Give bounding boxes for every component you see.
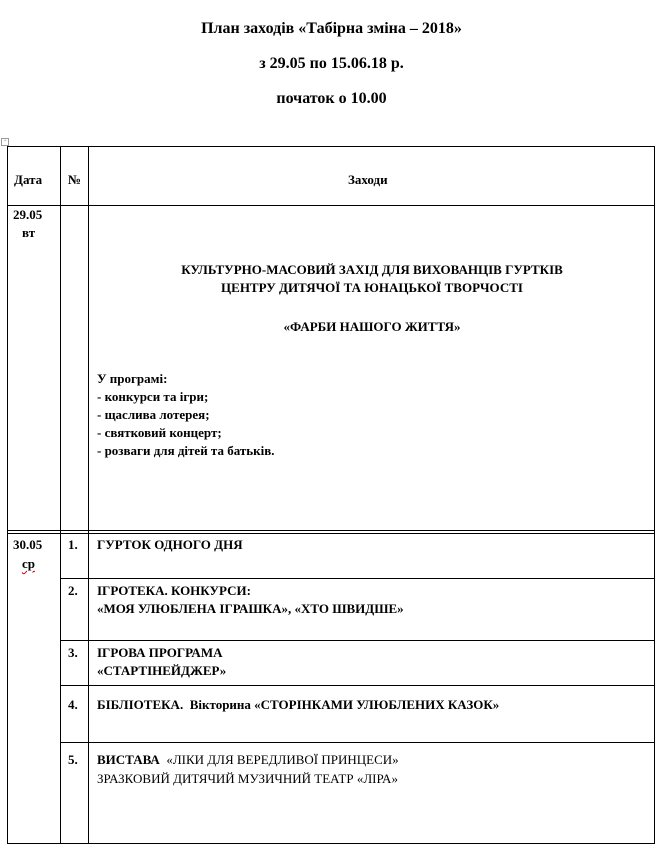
row-number: 2. <box>68 583 78 598</box>
col-divider-number <box>88 147 89 843</box>
day2-weekday: ср <box>22 556 35 571</box>
day1-event-title-line2: ЦЕНТРУ ДИТЯЧОЇ ТА ЮНАЦЬКОЇ ТВОРЧОСТІ <box>221 280 523 295</box>
row-divider-4 <box>61 742 654 743</box>
quiz-label: Вікторина <box>189 697 251 712</box>
row-event-line1: ІГРОВА ПРОГРАМА <box>97 645 223 660</box>
day1-program-item: - розваги для дітей та батьків. <box>97 443 275 458</box>
performance-title: «ЛІКИ ДЛЯ ВЕРЕДЛИВОЇ ПРИНЦЕСИ» <box>166 752 399 767</box>
row-event-line1: ІГРОТЕКА. КОНКУРСИ: <box>97 583 251 598</box>
header-divider <box>8 205 654 206</box>
day1-program-heading: У програмі: <box>97 371 168 386</box>
row-event-line2: «МОЯ УЛЮБЛЕНА ІГРАШКА», «ХТО ШВИДШЕ» <box>97 601 404 616</box>
row-event-line2: ЗРАЗКОВИЙ ДИТЯЧИЙ МУЗИЧНИЙ ТЕАТР «ЛІРА» <box>97 771 398 786</box>
day1-program-item: - щаслива лотерея; <box>97 407 210 422</box>
row-divider-2 <box>61 640 654 641</box>
day1-program-item: - святковий концерт; <box>97 425 222 440</box>
header-events: Заходи <box>348 172 388 187</box>
date-range: з 29.05 по 15.06.18 р. <box>259 55 404 72</box>
day-separator-1 <box>8 530 654 531</box>
day2-date: 30.05 <box>13 537 43 552</box>
header-number: № <box>68 172 82 187</box>
quiz-title: «СТОРІНКАМИ УЛЮБЛЕНИХ КАЗОК» <box>254 697 500 712</box>
day1-event-title-line1: КУЛЬТУРНО-МАСОВИЙ ЗАХІД ДЛЯ ВИХОВАНЦІВ ГУРТКІВ <box>181 262 563 277</box>
day1-program-item: - конкурси та ігри; <box>97 389 209 404</box>
day1-weekday: вт <box>22 225 36 240</box>
header-date: Дата <box>14 172 43 187</box>
page-title: План заходів «Табірна зміна – 2018» <box>201 20 462 37</box>
performance-label: ВИСТАВА <box>97 752 160 767</box>
row-event-line1 <box>97 697 499 713</box>
row-event-line2: «СТАРТІНЕЙДЖЕР» <box>97 663 227 678</box>
library-label: БІБЛІОТЕКА. <box>97 697 184 712</box>
row-divider-1 <box>61 578 654 579</box>
day-separator-2 <box>8 533 654 534</box>
row-number: 3. <box>68 645 78 660</box>
row-number: 5. <box>68 752 78 767</box>
row-event-line1: ГУРТОК ОДНОГО ДНЯ <box>97 537 243 552</box>
start-time: початок о 10.00 <box>276 90 387 107</box>
row-divider-3 <box>61 685 654 686</box>
day1-date: 29.05 <box>13 207 43 222</box>
row-number: 1. <box>68 537 78 552</box>
col-divider-date <box>60 147 61 843</box>
row-event-line1 <box>97 752 399 768</box>
row-number: 4. <box>68 697 78 712</box>
day1-event-name: «ФАРБИ НАШОГО ЖИТТЯ» <box>283 319 461 334</box>
table-anchor-icon[interactable]: + <box>1 138 9 146</box>
events-table <box>7 146 655 844</box>
